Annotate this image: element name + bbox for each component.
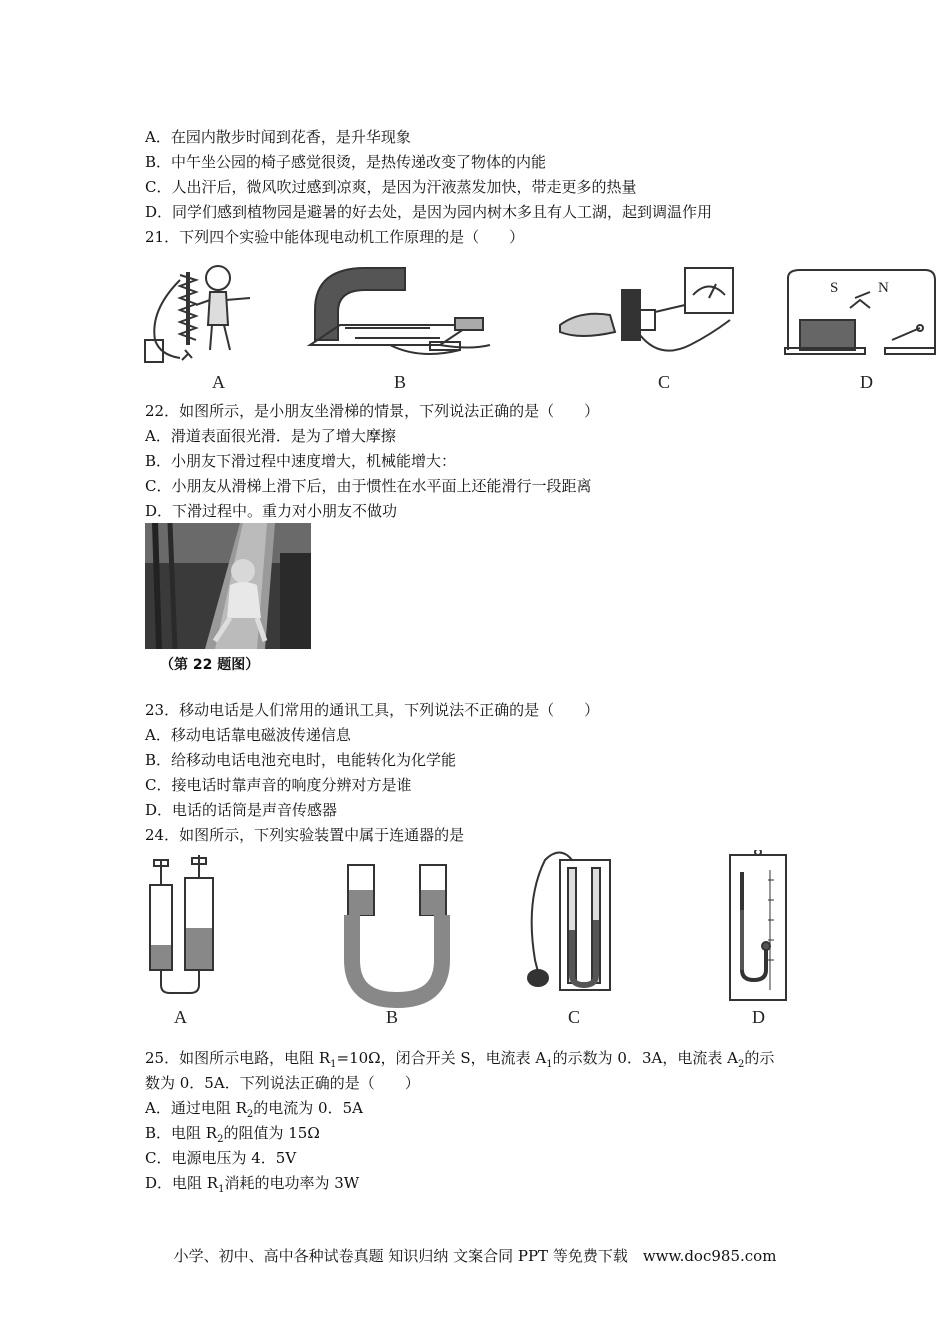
q21-fig-d <box>785 270 935 354</box>
q25-option-a: A．通过电阻 $R_2$的电流为 0．5A <box>145 1099 363 1120</box>
q24-label-a: A <box>174 1007 187 1027</box>
q21-stem: 21．下列四个实验中能体现电动机工作原理的是（ ） <box>145 228 525 246</box>
q22-option-a: A．滑道表面很光滑．是为了增大摩擦 <box>145 427 396 445</box>
q24-label-c: C <box>568 1007 581 1027</box>
q25-option-b: B．电阻 $R_2$的阻值为 15Ω <box>145 1124 320 1145</box>
q21-fig-c <box>560 268 733 351</box>
q22-option-b: B．小朋友下滑过程中速度增大，机械能增大： <box>145 452 457 470</box>
q20-option-b: B．中午坐公园的椅子感觉很烫，是热传递改变了物体的内能 <box>145 153 547 171</box>
q24-fig-a <box>150 855 213 993</box>
q20-option-d: D．同学们感到植物园是避暑的好去处，是因为园内树木多且有人工湖，起到调温作用 <box>145 203 713 221</box>
q23-stem: 23．移动电话是人们常用的通讯工具，下列说法不正确的是（ ） <box>145 701 600 719</box>
q24-stem: 24．如图所示，下列实验装置中属于连通器的是 <box>145 826 465 844</box>
q25-stem-line1: 25．如图所示电路，电阻 $R_1=10\Omega$，闭合开关 S，电流表 $A_1$的示数为 0．3A，电流表 $A_2$的示 <box>145 1049 775 1070</box>
q22-figure-caption: （第 22 题图） <box>160 657 260 673</box>
q24-fig-d <box>730 850 786 1000</box>
q25-option-c: C．电源电压为 4．5V <box>145 1149 297 1167</box>
q22-photo <box>145 523 311 649</box>
q22-option-d: D．下滑过程中。重力对小朋友不做功 <box>145 502 398 520</box>
q24-figure <box>140 850 820 1030</box>
q21-label-c: C <box>658 372 671 392</box>
q24-label-d: D <box>752 1007 765 1027</box>
q21-label-a: A <box>212 372 225 392</box>
q23-option-c: C．接电话时靠声音的响度分辨对方是谁 <box>145 776 412 794</box>
q20-option-c: C．人出汗后，微风吹过感到凉爽，是因为汗液蒸发加快，带走更多的热量 <box>145 178 637 196</box>
q24-label-b: B <box>386 1007 399 1027</box>
q22-option-c: C．小朋友从滑梯上滑下后，由于惯性在水平面上还能滑行一段距离 <box>145 477 592 495</box>
q21-label-b: B <box>394 372 407 392</box>
q21-label-d: D <box>860 372 873 392</box>
page-footer: 小学、初中、高中各种试卷真题 知识归纳 文案合同 PPT 等免费下载 www.doc985.com <box>173 1247 777 1265</box>
q21-fig-b <box>310 268 490 354</box>
q25-option-d: D．电阻 $R_1$消耗的电功率为 3W <box>145 1174 360 1195</box>
q21-figure <box>140 250 940 395</box>
q24-fig-c <box>528 853 610 991</box>
q22-stem: 22．如图所示，是小朋友坐滑梯的情景，下列说法正确的是（ ） <box>145 402 600 420</box>
q21-compass-n: N <box>878 280 889 296</box>
q23-option-a: A．移动电话靠电磁波传递信息 <box>145 726 351 744</box>
q24-fig-b <box>348 865 446 1000</box>
q21-compass-s: S <box>830 280 839 296</box>
q21-fig-a <box>145 266 250 362</box>
q20-option-a: A．在园内散步时闻到花香，是升华现象 <box>145 128 411 146</box>
q25-stem-line2: 数为 0．5A．下列说法正确的是（ ） <box>145 1074 420 1092</box>
q23-option-d: D．电话的话筒是声音传感器 <box>145 801 338 819</box>
q23-option-b: B．给移动电话电池充电时，电能转化为化学能 <box>145 751 457 769</box>
